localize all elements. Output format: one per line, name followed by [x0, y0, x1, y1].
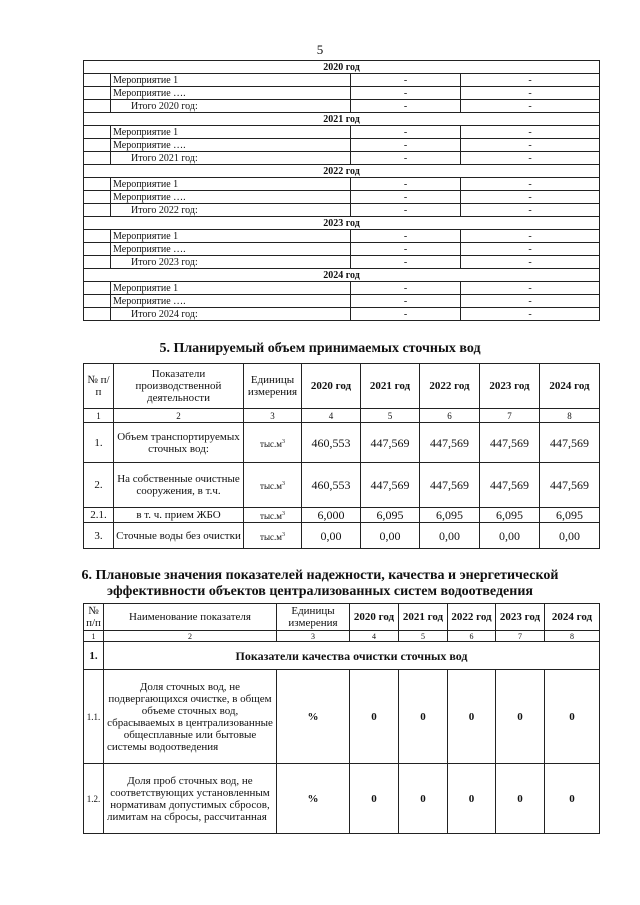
- year-row: [84, 217, 600, 230]
- column-number: 6: [420, 409, 480, 423]
- measures-by-year-table: [83, 60, 600, 321]
- measure-value: -: [461, 256, 600, 269]
- header-cell: 2023 год: [480, 364, 540, 409]
- value-cell: 6,095: [420, 508, 480, 523]
- measure-value: -: [461, 87, 600, 100]
- measure-label: Итого 2021 год:: [111, 152, 351, 165]
- column-number: 7: [480, 409, 540, 423]
- row-number-cell: [84, 295, 111, 308]
- section6-title-line2: эффективности объектов централизованных систем водоотведения: [107, 584, 533, 599]
- measure-value: -: [351, 87, 461, 100]
- value-cell: 460,553: [302, 423, 361, 463]
- unit-label: тыс.м: [260, 511, 282, 521]
- value-cell: 447,569: [540, 423, 600, 463]
- measure-value: -: [351, 282, 461, 295]
- header-cell: 2021 год: [399, 604, 448, 631]
- value-cell: 0: [545, 764, 600, 834]
- column-number: 4: [350, 631, 399, 642]
- measure-label: Мероприятие ….: [111, 191, 351, 204]
- volume-row: [84, 508, 600, 523]
- measure-value: -: [461, 295, 600, 308]
- measure-value: -: [351, 74, 461, 87]
- value-cell: 6,095: [480, 508, 540, 523]
- unit-label: тыс.м: [260, 481, 282, 491]
- measure-label: Итого 2022 год:: [111, 204, 351, 217]
- header-cell: 2023 год: [496, 604, 545, 631]
- year-heading: 2024 год: [84, 269, 600, 282]
- unit-cell: %: [277, 764, 350, 834]
- measure-label: Мероприятие ….: [111, 139, 351, 152]
- header-cell: 2022 год: [448, 604, 496, 631]
- table-header-row: [84, 364, 600, 409]
- unit-superscript: 3: [281, 511, 285, 517]
- value-cell: 447,569: [540, 463, 600, 508]
- column-number: 5: [361, 409, 420, 423]
- row-number-cell: [84, 282, 111, 295]
- measure-label: Мероприятие 1: [111, 74, 351, 87]
- row-number: 2.: [84, 463, 114, 508]
- column-number: 1: [84, 631, 104, 642]
- value-cell: 0,00: [420, 523, 480, 549]
- measure-value: -: [351, 243, 461, 256]
- measure-value: -: [351, 308, 461, 321]
- value-cell: 0,00: [302, 523, 361, 549]
- value-cell: 447,569: [361, 423, 420, 463]
- measure-value: -: [461, 204, 600, 217]
- column-number: 3: [277, 631, 350, 642]
- row-number-cell: [84, 243, 111, 256]
- row-number-cell: [84, 308, 111, 321]
- year-heading: 2021 год: [84, 113, 600, 126]
- measure-label: Итого 2020 год:: [111, 100, 351, 113]
- measure-row: [84, 191, 600, 204]
- column-number: 4: [302, 409, 361, 423]
- unit-cell: [244, 423, 302, 463]
- measure-label: Мероприятие 1: [111, 178, 351, 191]
- measure-value: -: [461, 243, 600, 256]
- row-number: 3.: [84, 523, 114, 549]
- column-number: 1: [84, 409, 114, 423]
- wastewater-volume-table: [83, 363, 600, 549]
- indicator-name: На собственные очистные сооружения, в т.ч.: [114, 463, 244, 508]
- value-cell: 0: [496, 670, 545, 764]
- unit-cell: [244, 508, 302, 523]
- indicator-name: Сточные воды без очистки: [114, 523, 244, 549]
- column-number: 2: [114, 409, 244, 423]
- column-number: 2: [104, 631, 277, 642]
- measure-label: Мероприятие ….: [111, 243, 351, 256]
- measure-label: Мероприятие ….: [111, 295, 351, 308]
- value-cell: 0: [399, 670, 448, 764]
- measure-row: [84, 230, 600, 243]
- row-number-cell: [84, 87, 111, 100]
- column-number: 8: [545, 631, 600, 642]
- unit-cell: [244, 523, 302, 549]
- year-total-row: [84, 204, 600, 217]
- header-cell: № п/п: [84, 364, 114, 409]
- measure-value: -: [461, 126, 600, 139]
- unit-superscript: 3: [281, 531, 285, 538]
- measure-value: -: [351, 178, 461, 191]
- header-cell: 2024 год: [540, 364, 600, 409]
- header-cell: Единицы измерения: [277, 604, 350, 631]
- volume-row: [84, 463, 600, 508]
- column-number-row: [84, 631, 600, 642]
- indicator-row: [84, 670, 600, 764]
- measure-row: [84, 74, 600, 87]
- measure-label: Мероприятие 1: [111, 282, 351, 295]
- year-total-row: [84, 152, 600, 165]
- column-number: 8: [540, 409, 600, 423]
- column-number: 7: [496, 631, 545, 642]
- header-cell: 2021 год: [361, 364, 420, 409]
- value-cell: 0: [399, 764, 448, 834]
- year-heading: 2023 год: [84, 217, 600, 230]
- value-cell: 447,569: [420, 463, 480, 508]
- measure-value: -: [351, 230, 461, 243]
- value-cell: 0: [448, 764, 496, 834]
- year-heading: 2022 год: [84, 165, 600, 178]
- row-number-cell: [84, 152, 111, 165]
- row-number-cell: [84, 178, 111, 191]
- row-number: 2.1.: [84, 508, 114, 523]
- header-cell: 2022 год: [420, 364, 480, 409]
- measure-label: Мероприятие 1: [111, 126, 351, 139]
- measure-label: Мероприятие 1: [111, 230, 351, 243]
- value-cell: 0,00: [480, 523, 540, 549]
- row-number-cell: [84, 100, 111, 113]
- section6-title-line1: 6. Плановые значения показателей надежности, качества и энергетической: [81, 568, 559, 583]
- value-cell: 0,00: [540, 523, 600, 549]
- group-number: 1.: [84, 642, 104, 670]
- value-cell: 0: [350, 670, 399, 764]
- row-number-cell: [84, 139, 111, 152]
- value-cell: 447,569: [361, 463, 420, 508]
- value-cell: 460,553: [302, 463, 361, 508]
- unit-cell: [244, 463, 302, 508]
- unit-label: тыс.м: [260, 531, 282, 542]
- header-cell: Наименование показателя: [104, 604, 277, 631]
- measure-value: -: [461, 191, 600, 204]
- reliability-indicators-table: [83, 603, 600, 834]
- indicator-name: Доля проб сточных вод, не соответствующих установленным нормативам допустимых сбросов, лимитам на сбросы, рассчитанная: [104, 764, 277, 834]
- measure-value: -: [351, 256, 461, 269]
- row-number-cell: [84, 230, 111, 243]
- value-cell: 0,00: [361, 523, 420, 549]
- year-total-row: [84, 256, 600, 269]
- measure-value: -: [351, 126, 461, 139]
- year-row: [84, 113, 600, 126]
- measure-value: -: [461, 100, 600, 113]
- row-number-cell: [84, 204, 111, 217]
- year-heading: 2020 год: [84, 61, 600, 74]
- measure-label: Мероприятие ….: [111, 87, 351, 100]
- measure-value: -: [351, 191, 461, 204]
- column-number: 3: [244, 409, 302, 423]
- group-row: [84, 642, 600, 670]
- indicator-name: Доля сточных вод, не подвергающихся очистке, в общем объеме сточных вод, сбрасываемых в централизованные общесплавные или бытовые системы водоотведения: [104, 670, 277, 764]
- measure-row: [84, 243, 600, 256]
- value-cell: 6,000: [302, 508, 361, 523]
- indicator-row: [84, 764, 600, 834]
- row-number: 1.2.: [84, 764, 104, 834]
- measure-value: -: [461, 282, 600, 295]
- measure-label: Итого 2023 год:: [111, 256, 351, 269]
- column-number: 5: [399, 631, 448, 642]
- column-number: 6: [448, 631, 496, 642]
- indicator-name: Объем транспортируемых сточных вод:: [114, 423, 244, 463]
- measure-value: -: [461, 139, 600, 152]
- measure-value: -: [461, 152, 600, 165]
- year-row: [84, 165, 600, 178]
- year-row: [84, 61, 600, 74]
- measure-value: -: [461, 230, 600, 243]
- value-cell: 447,569: [480, 423, 540, 463]
- volume-row: [84, 423, 600, 463]
- row-number: 1.1.: [84, 670, 104, 764]
- row-number: 1.: [84, 423, 114, 463]
- value-cell: 6,095: [540, 508, 600, 523]
- measure-row: [84, 282, 600, 295]
- measure-row: [84, 126, 600, 139]
- table-header-row: [84, 604, 600, 631]
- header-cell: 2024 год: [545, 604, 600, 631]
- row-number-cell: [84, 126, 111, 139]
- measure-value: -: [461, 308, 600, 321]
- value-cell: 447,569: [480, 463, 540, 508]
- measure-value: -: [351, 295, 461, 308]
- unit-cell: %: [277, 670, 350, 764]
- column-number-row: [84, 409, 600, 423]
- section5-title: 5. Планируемый объем принимаемых сточных вод: [159, 341, 481, 356]
- header-cell: Показатели производственной деятельности: [114, 364, 244, 409]
- indicator-name: в т. ч. прием ЖБО: [114, 508, 244, 523]
- volume-row: [84, 523, 600, 549]
- measure-value: -: [351, 100, 461, 113]
- year-total-row: [84, 100, 600, 113]
- measure-row: [84, 87, 600, 100]
- year-total-row: [84, 308, 600, 321]
- measure-row: [84, 139, 600, 152]
- measure-value: -: [351, 152, 461, 165]
- row-number-cell: [84, 74, 111, 87]
- measure-value: -: [351, 204, 461, 217]
- value-cell: 6,095: [361, 508, 420, 523]
- value-cell: 0: [448, 670, 496, 764]
- row-number-cell: [84, 256, 111, 269]
- header-cell: 2020 год: [350, 604, 399, 631]
- unit-superscript: 3: [281, 481, 285, 487]
- unit-superscript: 3: [281, 438, 285, 445]
- page-number: 5: [316, 42, 324, 57]
- measure-value: -: [461, 74, 600, 87]
- header-cell: № п/п: [84, 604, 104, 631]
- row-number-cell: [84, 191, 111, 204]
- measure-value: -: [351, 139, 461, 152]
- unit-label: тыс.м: [260, 438, 282, 449]
- measure-row: [84, 178, 600, 191]
- value-cell: 0: [545, 670, 600, 764]
- value-cell: 0: [496, 764, 545, 834]
- year-row: [84, 269, 600, 282]
- measure-row: [84, 295, 600, 308]
- measure-label: Итого 2024 год:: [111, 308, 351, 321]
- header-cell: Единицы измерения: [244, 364, 302, 409]
- header-cell: 2020 год: [302, 364, 361, 409]
- measure-value: -: [461, 178, 600, 191]
- value-cell: 447,569: [420, 423, 480, 463]
- group-title: Показатели качества очистки сточных вод: [104, 642, 600, 670]
- value-cell: 0: [350, 764, 399, 834]
